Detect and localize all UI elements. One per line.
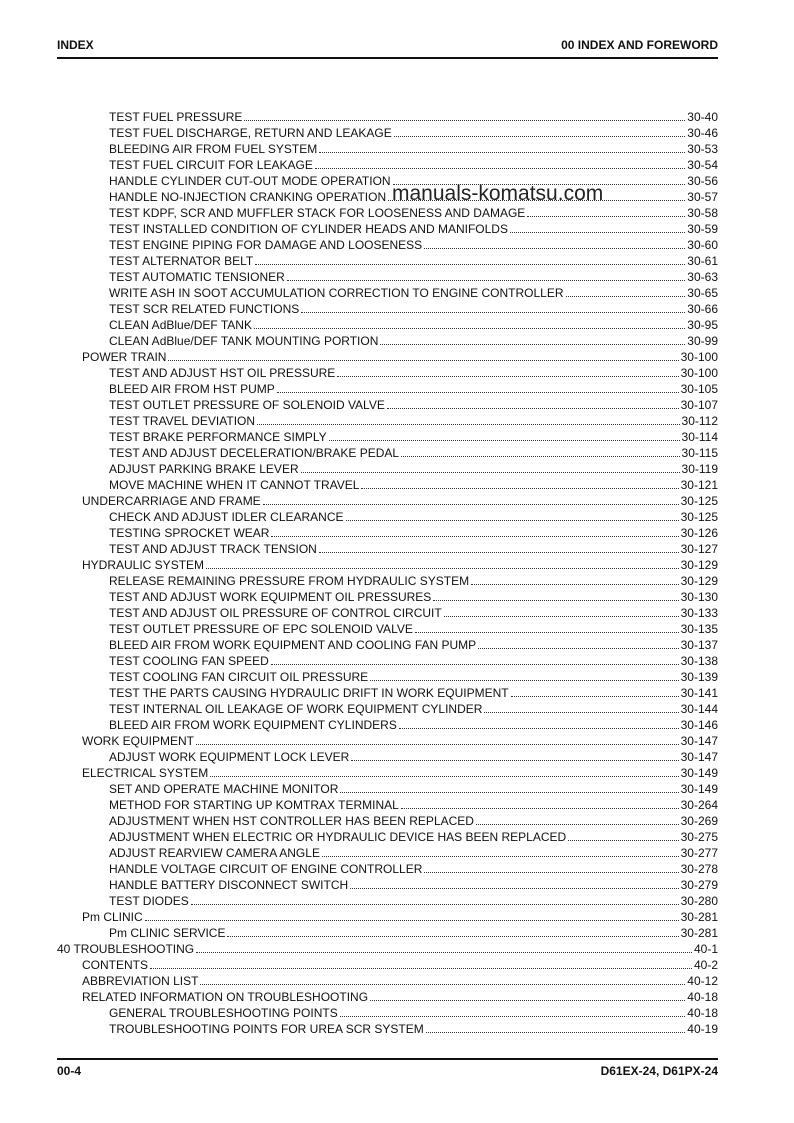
dot-leader	[424, 872, 678, 873]
toc-entry[interactable]	[57, 253, 718, 269]
toc-entry[interactable]	[57, 589, 718, 605]
toc-entry[interactable]	[57, 685, 718, 701]
dot-leader	[315, 168, 685, 169]
toc-entry-title: TEST AND ADJUST TRACK TENSION	[109, 542, 317, 556]
toc-entry-title: RELATED INFORMATION ON TROUBLESHOOTING	[82, 990, 369, 1004]
dot-leader	[191, 904, 679, 905]
dot-leader	[444, 616, 679, 617]
toc-entry-title: TEST COOLING FAN SPEED	[109, 654, 269, 668]
toc-entry[interactable]	[57, 957, 718, 973]
toc-entry-title: Pm CLINIC	[82, 910, 143, 924]
toc-entry-title: CLEAN AdBlue/DEF TANK MOUNTING PORTION	[109, 334, 379, 348]
dot-leader	[387, 408, 679, 409]
toc-entry[interactable]	[57, 973, 718, 989]
dot-leader	[350, 888, 678, 889]
toc-entry[interactable]	[57, 205, 718, 221]
toc-entry-title: GENERAL TROUBLESHOOTING POINTS	[109, 1006, 338, 1020]
toc-entry-title: TEST TRAVEL DEVIATION	[109, 414, 256, 428]
dot-leader	[340, 1016, 686, 1017]
toc-entry[interactable]	[57, 637, 718, 653]
toc-entry-page: 30-147	[680, 750, 718, 764]
toc-entry-page: 30-112	[681, 414, 718, 428]
dot-leader	[380, 344, 685, 345]
toc-entry-page: 30-149	[680, 766, 718, 780]
toc-entry-page: 30-279	[680, 878, 718, 892]
toc-entry-title: BLEED AIR FROM HST PUMP	[109, 382, 275, 396]
dot-leader	[424, 248, 685, 249]
toc-entry-page: 30-146	[680, 718, 718, 732]
toc-entry-title: BLEEDING AIR FROM FUEL SYSTEM	[109, 142, 318, 156]
toc-entry[interactable]	[57, 413, 718, 429]
toc-entry-page: 30-278	[680, 862, 718, 876]
toc-entry-page: 30-141	[680, 686, 718, 700]
toc-entry-page: 30-281	[680, 910, 718, 924]
toc-entry-page: 30-135	[680, 622, 718, 636]
dot-leader	[401, 808, 679, 809]
toc-entry[interactable]	[57, 141, 718, 157]
toc-entry-page: 30-138	[680, 654, 718, 668]
toc-entry[interactable]	[57, 109, 718, 125]
toc-entry-page: 30-280	[680, 894, 718, 908]
toc-entry-page: 30-137	[680, 638, 718, 652]
toc-entry-page: 30-125	[680, 494, 718, 508]
dot-leader	[287, 280, 685, 281]
dot-leader	[370, 1000, 685, 1001]
toc-entry-title: TEST DIODES	[109, 894, 189, 908]
toc-entry[interactable]	[57, 829, 718, 845]
toc-entry-page: 40-12	[687, 974, 718, 988]
toc-entry-page: 30-100	[680, 350, 718, 364]
toc-entry-title: HANDLE CYLINDER CUT-OUT MODE OPERATION	[109, 174, 391, 188]
toc-entry-page: 40-1	[693, 942, 718, 956]
dot-leader	[510, 232, 685, 233]
dot-leader	[200, 984, 685, 985]
toc-entry-title: ELECTRICAL SYSTEM	[82, 766, 209, 780]
toc-entry-title: TEST FUEL CIRCUIT FOR LEAKAGE	[109, 158, 313, 172]
toc-entry[interactable]	[57, 765, 718, 781]
toc-entry[interactable]	[57, 445, 718, 461]
toc-entry[interactable]	[57, 349, 718, 365]
page-header	[57, 38, 718, 56]
dot-leader	[568, 840, 678, 841]
toc-entry[interactable]	[57, 941, 718, 957]
toc-entry[interactable]	[57, 157, 718, 173]
toc-entry-page: 30-66	[687, 302, 718, 316]
toc-entry-page: 30-130	[680, 590, 718, 604]
toc-entry-title: METHOD FOR STARTING UP KOMTRAX TERMINAL	[109, 798, 399, 812]
toc-entry[interactable]	[57, 669, 718, 685]
dot-leader	[351, 760, 678, 761]
toc-entry-title: ADJUST WORK EQUIPMENT LOCK LEVER	[109, 750, 350, 764]
toc-entry-page: 30-60	[687, 238, 718, 252]
toc-entry-page: 30-264	[680, 798, 718, 812]
toc-entry-page: 30-129	[680, 558, 718, 572]
toc-entry-title: RELEASE REMAINING PRESSURE FROM HYDRAULIC SYSTEM	[109, 574, 470, 588]
dot-leader	[196, 952, 692, 953]
toc-entry[interactable]	[57, 893, 718, 909]
toc-entry-title: TEST FUEL DISCHARGE, RETURN AND LEAKAGE	[109, 126, 392, 140]
toc-entry[interactable]	[57, 749, 718, 765]
toc-entry[interactable]	[57, 781, 718, 797]
toc-entry[interactable]	[57, 397, 718, 413]
toc-entry[interactable]	[57, 381, 718, 397]
toc-entry[interactable]	[57, 237, 718, 253]
header-left: INDEX	[57, 38, 94, 52]
toc-entry-title: WORK EQUIPMENT	[82, 734, 195, 748]
dot-leader	[511, 696, 679, 697]
toc-entry-title: ADJUST REARVIEW CAMERA ANGLE	[109, 846, 320, 860]
dot-leader	[206, 568, 679, 569]
toc-entry-page: 40-18	[687, 1006, 718, 1020]
toc-entry-page: 30-133	[680, 606, 718, 620]
toc-entry-page: 30-119	[681, 462, 718, 476]
toc-entry-title: POWER TRAIN	[82, 350, 167, 364]
watermark: manuals-komatsu.com	[392, 182, 604, 205]
dot-leader	[329, 440, 680, 441]
toc-entry-page: 40-18	[687, 990, 718, 1004]
toc-entry-title: TEST FUEL PRESSURE	[109, 110, 243, 124]
toc-entry[interactable]	[57, 653, 718, 669]
footer-model: D61EX-24, D61PX-24	[600, 1064, 718, 1078]
toc-entry[interactable]	[57, 797, 718, 813]
dot-leader	[346, 520, 679, 521]
toc-entry[interactable]	[57, 541, 718, 557]
toc-entry[interactable]	[57, 605, 718, 621]
dot-leader	[340, 792, 678, 793]
toc-entry-page: 30-105	[680, 382, 718, 396]
toc-entry-page: 30-121	[680, 478, 718, 492]
toc-entry-title: TEST INTERNAL OIL LEAKAGE OF WORK EQUIPMENT CYLINDER	[109, 702, 483, 716]
toc-entry[interactable]	[57, 301, 718, 317]
toc-entry-page: 30-53	[687, 142, 718, 156]
toc-entry[interactable]	[57, 285, 718, 301]
toc-entry[interactable]	[57, 125, 718, 141]
toc-entry-page: 30-269	[680, 814, 718, 828]
toc-entry[interactable]	[57, 877, 718, 893]
dot-leader	[476, 824, 679, 825]
dot-leader	[361, 488, 678, 489]
page-footer	[57, 1064, 718, 1082]
toc-entry[interactable]	[57, 557, 718, 573]
toc-entry[interactable]	[57, 173, 718, 189]
toc-entry-page: 30-129	[680, 574, 718, 588]
toc-entry[interactable]	[57, 733, 718, 749]
toc-entry[interactable]	[57, 189, 718, 205]
toc-entry-page: 40-2	[693, 958, 718, 972]
dot-leader	[471, 584, 679, 585]
toc-entry[interactable]	[57, 525, 718, 541]
toc-entry-title: CLEAN AdBlue/DEF TANK	[109, 318, 252, 332]
toc-entry-title: HYDRAULIC SYSTEM	[82, 558, 205, 572]
toc-entry[interactable]	[57, 861, 718, 877]
toc-entry-title: HANDLE VOLTAGE CIRCUIT OF ENGINE CONTROLLER	[109, 862, 423, 876]
toc-entry-page: 30-114	[681, 430, 718, 444]
toc-entry[interactable]	[57, 477, 718, 493]
toc-entry-page: 30-56	[687, 174, 718, 188]
toc-entry-title: ABBREVIATION LIST	[82, 974, 199, 988]
dot-leader	[301, 472, 680, 473]
toc-entry-page: 30-144	[680, 702, 718, 716]
toc-entry-title: CHECK AND ADJUST IDLER CLEARANCE	[109, 510, 344, 524]
toc-entry-page: 30-59	[687, 222, 718, 236]
dot-leader	[426, 1032, 686, 1033]
dot-leader	[257, 424, 679, 425]
toc-entry-page: 30-100	[680, 366, 718, 380]
toc-entry[interactable]	[57, 925, 718, 941]
toc-entry-page: 30-147	[680, 734, 718, 748]
dot-leader	[415, 632, 679, 633]
dot-leader	[301, 312, 685, 313]
toc-entry[interactable]	[57, 493, 718, 509]
toc-entry-page: 30-149	[680, 782, 718, 796]
toc-entry-title: BLEED AIR FROM WORK EQUIPMENT CYLINDERS	[109, 718, 397, 732]
toc-entry[interactable]	[57, 909, 718, 925]
dot-leader	[168, 360, 678, 361]
dot-leader	[401, 456, 679, 457]
dot-leader	[566, 296, 686, 297]
dot-leader	[433, 600, 678, 601]
dot-leader	[196, 744, 679, 745]
toc-entry-title: TEST ALTERNATOR BELT	[109, 254, 254, 268]
toc-entry-page: 30-54	[687, 158, 718, 172]
toc-entry-title: TEST INSTALLED CONDITION OF CYLINDER HEADS AND MANIFOLDS	[109, 222, 508, 236]
table-of-contents	[57, 109, 718, 1037]
toc-entry-page: 30-99	[687, 334, 718, 348]
dot-leader	[210, 776, 678, 777]
toc-entry[interactable]	[57, 1021, 718, 1037]
dot-leader	[277, 392, 679, 393]
dot-leader	[478, 648, 678, 649]
toc-entry-page: 30-281	[680, 926, 718, 940]
toc-entry-page: 30-95	[687, 318, 718, 332]
footer-page-number: 00-4	[57, 1064, 82, 1078]
dot-leader	[319, 152, 685, 153]
dot-leader	[370, 680, 678, 681]
toc-entry[interactable]	[57, 365, 718, 381]
dot-leader	[255, 264, 685, 265]
toc-entry[interactable]	[57, 333, 718, 349]
dot-leader	[263, 504, 679, 505]
toc-entry-title: TEST SCR RELATED FUNCTIONS	[109, 302, 300, 316]
toc-entry-page: 30-275	[680, 830, 718, 844]
toc-entry-page: 30-127	[680, 542, 718, 556]
toc-entry[interactable]	[57, 989, 718, 1005]
toc-entry[interactable]	[57, 717, 718, 733]
dot-leader	[527, 216, 685, 217]
toc-entry-title: ADJUSTMENT WHEN ELECTRIC OR HYDRAULIC DEVICE HAS BEEN REPLACED	[109, 830, 567, 844]
dot-leader	[271, 536, 678, 537]
dot-leader	[150, 968, 692, 969]
toc-entry-title: TEST COOLING FAN CIRCUIT OIL PRESSURE	[109, 670, 369, 684]
toc-entry-title: TEST BRAKE PERFORMANCE SIMPLY	[109, 430, 327, 444]
toc-entry[interactable]	[57, 813, 718, 829]
toc-entry-page: 30-61	[687, 254, 718, 268]
toc-entry-page: 30-57	[687, 190, 718, 204]
toc-entry[interactable]	[57, 461, 718, 477]
toc-entry-title: HANDLE BATTERY DISCONNECT SWITCH	[109, 878, 349, 892]
toc-entry-title: 40 TROUBLESHOOTING	[57, 942, 195, 956]
toc-entry[interactable]	[57, 845, 718, 861]
dot-leader	[394, 136, 686, 137]
dot-leader	[319, 552, 679, 553]
toc-entry-title: WRITE ASH IN SOOT ACCUMULATION CORRECTION TO ENGINE CONTROLLER	[109, 286, 564, 300]
header-right: 00 INDEX AND FOREWORD	[561, 38, 718, 52]
toc-entry-title: TEST AND ADJUST OIL PRESSURE OF CONTROL CIRCUIT	[109, 606, 442, 620]
toc-entry-title: TEST OUTLET PRESSURE OF EPC SOLENOID VALVE	[109, 622, 413, 636]
toc-entry-page: 30-139	[680, 670, 718, 684]
toc-entry-title: UNDERCARRIAGE AND FRAME	[82, 494, 261, 508]
toc-entry-page: 30-46	[687, 126, 718, 140]
toc-entry-title: TEST KDPF, SCR AND MUFFLER STACK FOR LOOSENESS AND DAMAGE	[109, 206, 526, 220]
toc-entry-page: 30-58	[687, 206, 718, 220]
toc-entry-title: TEST OUTLET PRESSURE OF SOLENOID VALVE	[109, 398, 385, 412]
toc-entry-page: 30-40	[687, 110, 718, 124]
toc-entry-page: 30-125	[680, 510, 718, 524]
header-rule	[57, 57, 718, 59]
dot-leader	[484, 712, 678, 713]
toc-entry-page: 30-115	[681, 446, 718, 460]
dot-leader	[145, 920, 679, 921]
toc-entry-page: 30-277	[680, 846, 718, 860]
toc-entry-page: 30-126	[680, 526, 718, 540]
toc-entry-title: TEST THE PARTS CAUSING HYDRAULIC DRIFT IN WORK EQUIPMENT	[109, 686, 509, 700]
toc-entry-title: TEST AND ADJUST WORK EQUIPMENT OIL PRESSURES	[109, 590, 432, 604]
toc-entry-title: SET AND OPERATE MACHINE MONITOR	[109, 782, 339, 796]
toc-entry-page: 30-63	[687, 270, 718, 284]
toc-entry-page: 30-65	[687, 286, 718, 300]
dot-leader	[271, 664, 679, 665]
dot-leader	[244, 120, 685, 121]
toc-entry[interactable]	[57, 429, 718, 445]
toc-entry-page: 40-19	[687, 1022, 718, 1036]
toc-entry[interactable]	[57, 621, 718, 637]
toc-entry-title: MOVE MACHINE WHEN IT CANNOT TRAVEL	[109, 478, 360, 492]
toc-entry-title: TEST AND ADJUST HST OIL PRESSURE	[109, 366, 336, 380]
toc-entry-title: TEST ENGINE PIPING FOR DAMAGE AND LOOSENESS	[109, 238, 423, 252]
toc-entry[interactable]	[57, 221, 718, 237]
dot-leader	[254, 328, 685, 329]
toc-entry-title: BLEED AIR FROM WORK EQUIPMENT AND COOLING FAN PUMP	[109, 638, 477, 652]
toc-entry-title: TROUBLESHOOTING POINTS FOR UREA SCR SYSTEM	[109, 1022, 424, 1036]
toc-entry[interactable]	[57, 269, 718, 285]
toc-entry[interactable]	[57, 509, 718, 525]
toc-entry-title: TESTING SPROCKET WEAR	[109, 526, 270, 540]
dot-leader	[337, 376, 678, 377]
toc-entry-title: TEST AND ADJUST DECELERATION/BRAKE PEDAL	[109, 446, 400, 460]
dot-leader	[322, 856, 679, 857]
toc-entry-page: 30-107	[680, 398, 718, 412]
toc-entry[interactable]	[57, 573, 718, 589]
toc-entry-title: ADJUST PARKING BRAKE LEVER	[109, 462, 299, 476]
toc-entry[interactable]	[57, 317, 718, 333]
footer-rule	[57, 1058, 718, 1060]
toc-entry[interactable]	[57, 701, 718, 717]
toc-entry-title: CONTENTS	[82, 958, 148, 972]
toc-entry-title: HANDLE NO-INJECTION CRANKING OPERATION	[109, 190, 387, 204]
toc-entry-title: Pm CLINIC SERVICE	[109, 926, 226, 940]
toc-entry[interactable]	[57, 1005, 718, 1021]
toc-entry-title: TEST AUTOMATIC TENSIONER	[109, 270, 285, 284]
dot-leader	[227, 936, 678, 937]
toc-entry-title: ADJUSTMENT WHEN HST CONTROLLER HAS BEEN REPLACED	[109, 814, 474, 828]
dot-leader	[399, 728, 679, 729]
